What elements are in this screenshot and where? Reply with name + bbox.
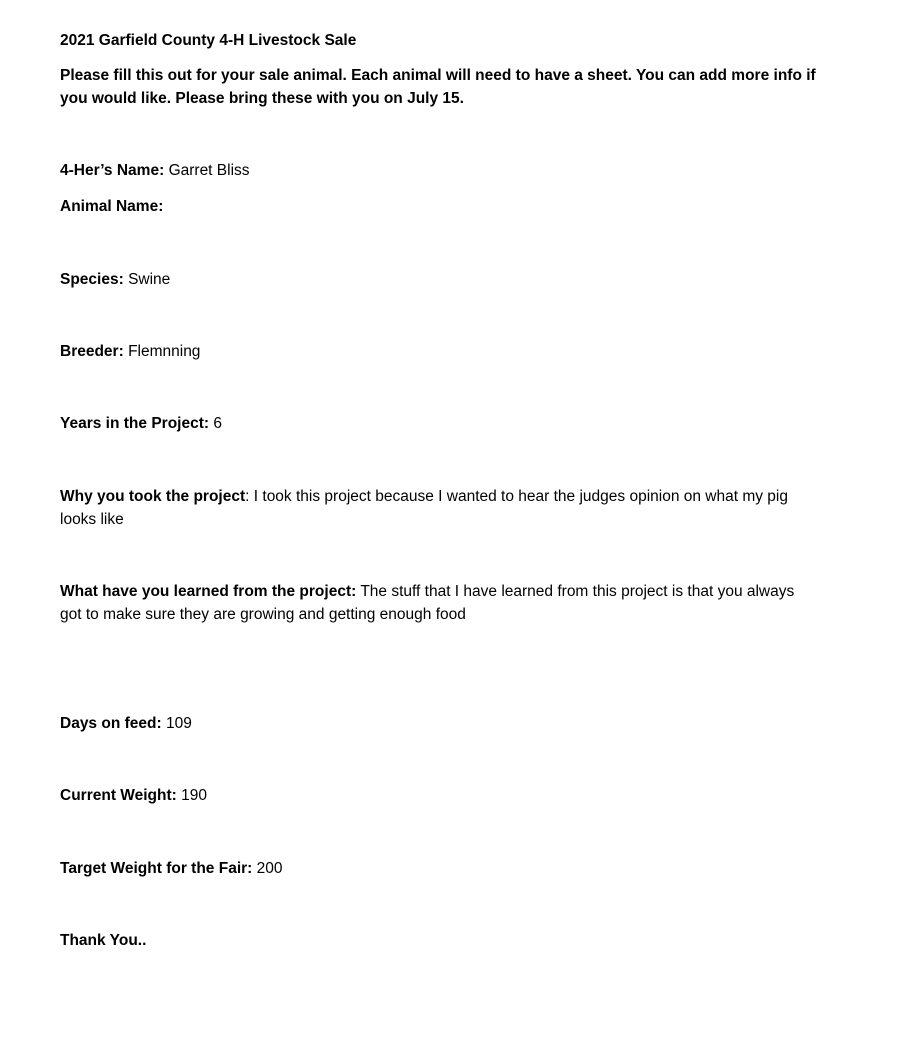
field-what-learned [60,580,820,626]
field-value: Swine [128,271,171,288]
field-current-weight [60,784,207,807]
field-value: : I took this project because I wanted to hear the judges opinion on what my pig looks like [60,488,788,528]
field-years-in-project [60,412,222,435]
field-label: What have you learned from the project: [60,583,357,600]
document-title: 2021 Garfield County 4-H Livestock Sale [60,32,357,49]
field-label: Current Weight: [60,787,177,804]
field-4her-name [60,159,250,182]
field-label: Years in the Project: [60,415,210,432]
field-why-took-project [60,485,820,531]
field-label: Breeder: [60,343,124,360]
field-value: Garret Bliss [168,162,250,179]
field-label: Target Weight for the Fair: [60,860,253,877]
field-value: The stuff that I have learned from this project is that you always got to make sure they are growing and getting enough food [60,583,795,623]
field-breeder [60,340,200,363]
field-label: 4-Her’s Name: [60,162,165,179]
field-value: 109 [165,715,192,732]
field-value: Flemnning [128,343,201,360]
field-animal-name [60,195,163,218]
field-value: 6 [213,415,222,432]
closing-text: Thank You.. [60,932,147,949]
field-label: Species: [60,271,124,288]
document-page [60,0,840,1046]
field-label: Animal Name: [60,198,164,215]
field-target-weight [60,857,283,880]
instructions-paragraph: Please fill this out for your sale animal. Each animal will need to have a sheet. You can add more info if you would like. Please bring these with you on July 15. [60,67,816,107]
field-label: Why you took the project [60,488,246,505]
field-days-on-feed [60,712,192,735]
field-label: Days on feed: [60,715,162,732]
field-value: 200 [256,860,283,877]
field-value: 190 [181,787,208,804]
field-species [60,268,170,291]
